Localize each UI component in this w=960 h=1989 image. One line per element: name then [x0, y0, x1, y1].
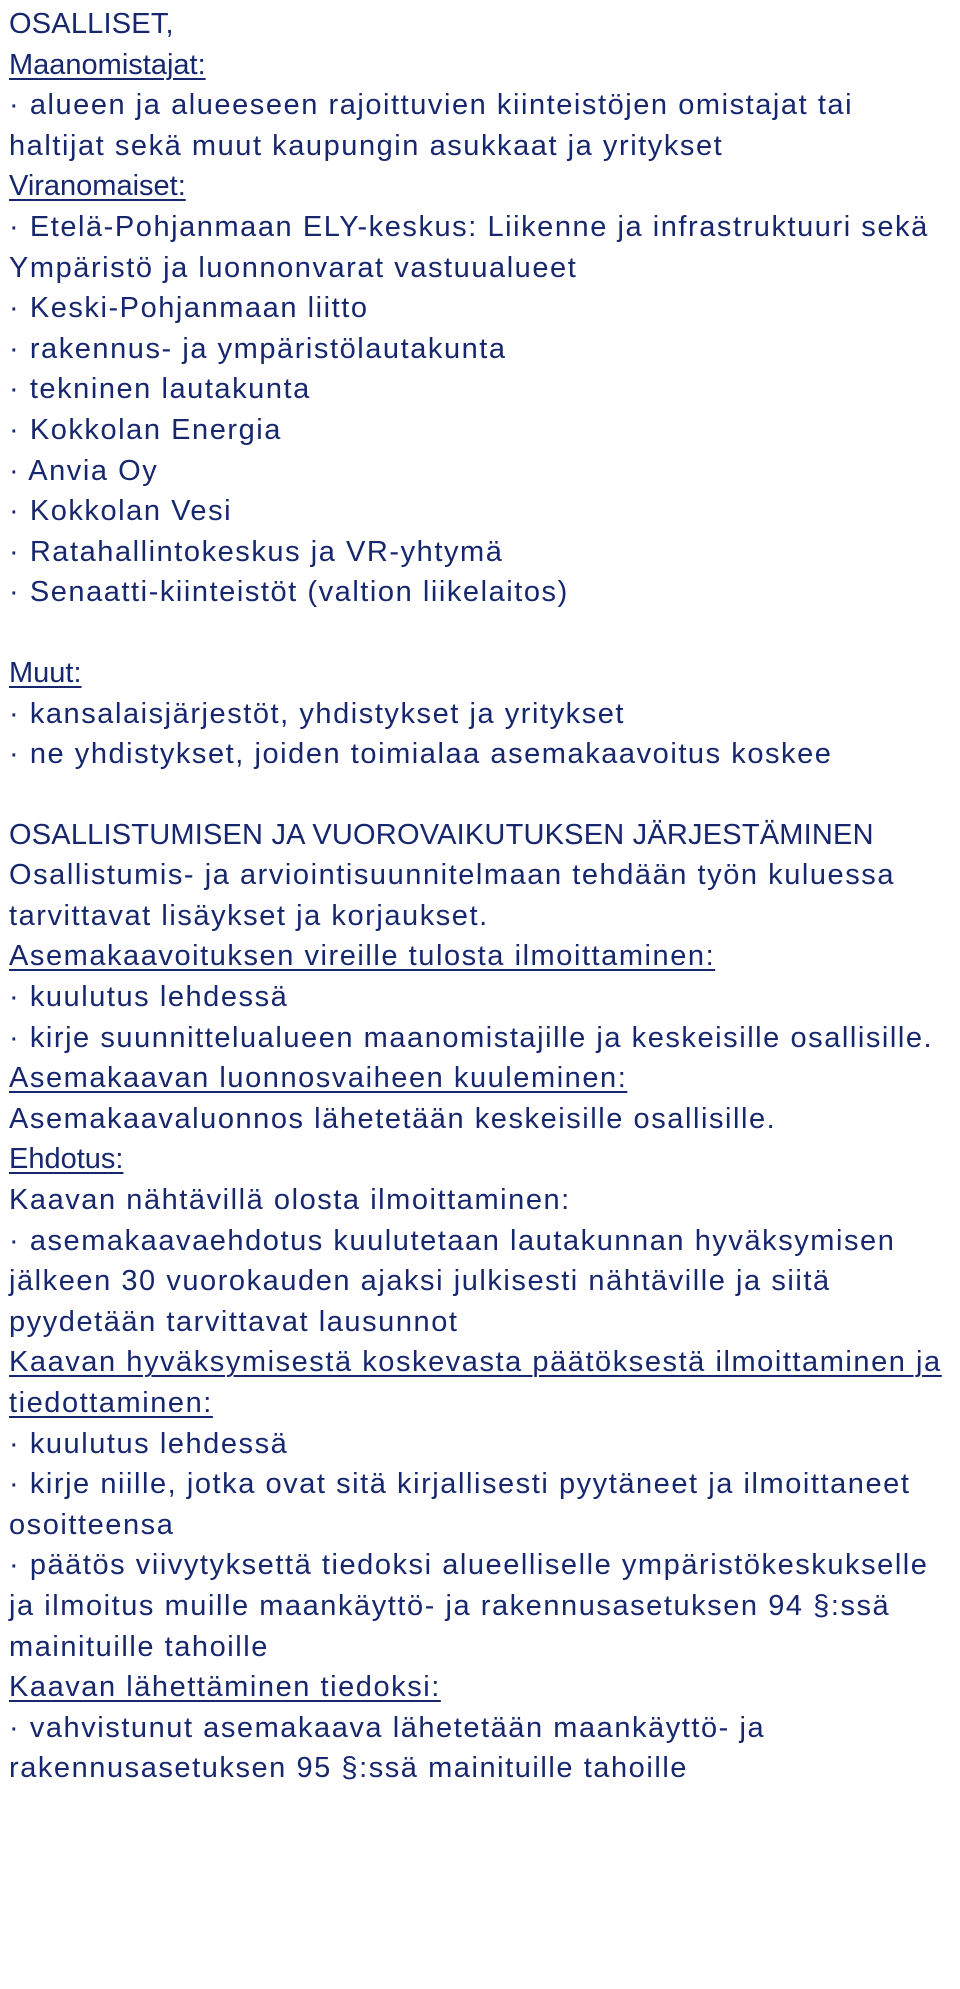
heading-viranomaiset: Viranomaiset: — [9, 170, 186, 203]
heading-luonnos: Asemakaavan luonnosvaiheen kuuleminen: — [9, 1062, 628, 1095]
section-title-osalliset: OSALLISET, — [9, 8, 174, 40]
list-item: · vahvistunut asemakaava lähetetään maankäyttö- ja rakennusasetuksen 95 §:ssä mainituille tahoille — [9, 1711, 766, 1785]
spacer — [9, 613, 952, 653]
heading-hyvaksyminen: Kaavan hyväksymisestä koskevasta päätöksestä ilmoittaminen ja tiedottaminen: — [9, 1346, 942, 1419]
heading-vireille: Asemakaavoituksen vireille tulosta ilmoittaminen: — [9, 940, 716, 973]
spacer — [9, 775, 952, 815]
list-item: · kansalaisjärjestöt, yhdistykset ja yritykset — [9, 697, 626, 730]
list-item: · Etelä-Pohjanmaan ELY-keskus: Liikenne ja infrastruktuuri sekä Ympäristö ja luonnonvarat vastuualueet — [9, 210, 929, 284]
heading-maanomistajat: Maanomistajat: — [9, 48, 206, 81]
list-item: · rakennus- ja ympäristölautakunta — [9, 332, 507, 365]
list-item: · Senaatti-kiinteistöt (valtion liikelaitos) — [9, 576, 569, 609]
heading-lahettaminen: Kaavan lähettäminen tiedoksi: — [9, 1671, 441, 1704]
list-item: · kirje niille, jotka ovat sitä kirjallisesti pyytäneet ja ilmoittaneet osoitteensa — [9, 1468, 911, 1541]
luonnos-text: Asemakaavaluonnos lähetetään keskeisille osallisille. — [9, 1102, 777, 1135]
list-item: · Keski-Pohjanmaan liitto — [9, 292, 369, 325]
heading-ehdotus: Ehdotus: — [9, 1143, 124, 1176]
list-item: · Kokkolan Vesi — [9, 495, 233, 528]
jarjestaminen-section — [9, 815, 952, 1789]
intro-paragraph: Osallistumis- ja arviointisuunnitelmaan tehdään työn kuluessa tarvittavat lisäykset ja korjaukset. — [9, 859, 896, 932]
section-title-jarjestaminen: OSALLISTUMISEN JA VUOROVAIKUTUKSEN JÄRJESTÄMINEN — [9, 818, 874, 851]
list-item: · ne yhdistykset, joiden toimialaa asemakaavoitus koskee — [9, 738, 833, 771]
list-item: · Kokkolan Energia — [9, 413, 282, 446]
list-item: · tekninen lautakunta — [9, 373, 311, 406]
osalliset-section — [9, 4, 952, 775]
list-item: · päätös viivytyksettä tiedoksi alueelliselle ympäristökeskukselle ja ilmoitus muille maankäyttö- ja rakennusasetuksen 94 §:ssä mainituille tahoille — [9, 1549, 929, 1663]
list-item: · kuulutus lehdessä — [9, 1427, 289, 1460]
list-item: · Ratahallintokeskus ja VR-yhtymä — [9, 535, 504, 568]
list-item: · alueen ja alueeseen rajoittuvien kiinteistöjen omistajat tai haltijat sekä muut kaupungin asukkaat ja yritykset — [9, 89, 854, 162]
list-item: · Anvia Oy — [9, 454, 159, 487]
list-item: · kuulutus lehdessä — [9, 981, 289, 1014]
ehdotus-subtitle: Kaavan nähtävillä olosta ilmoittaminen: — [9, 1184, 571, 1217]
list-item: · asemakaavaehdotus kuulutetaan lautakunnan hyväksymisen jälkeen 30 vuorokauden ajaksi julkisesti nähtäville ja siitä pyydetään tarvittavat lausunnot — [9, 1224, 896, 1338]
heading-muut: Muut: — [9, 656, 82, 689]
list-item: · kirje suunnittelualueen maanomistajille ja keskeisille osallisille. — [9, 1021, 934, 1054]
